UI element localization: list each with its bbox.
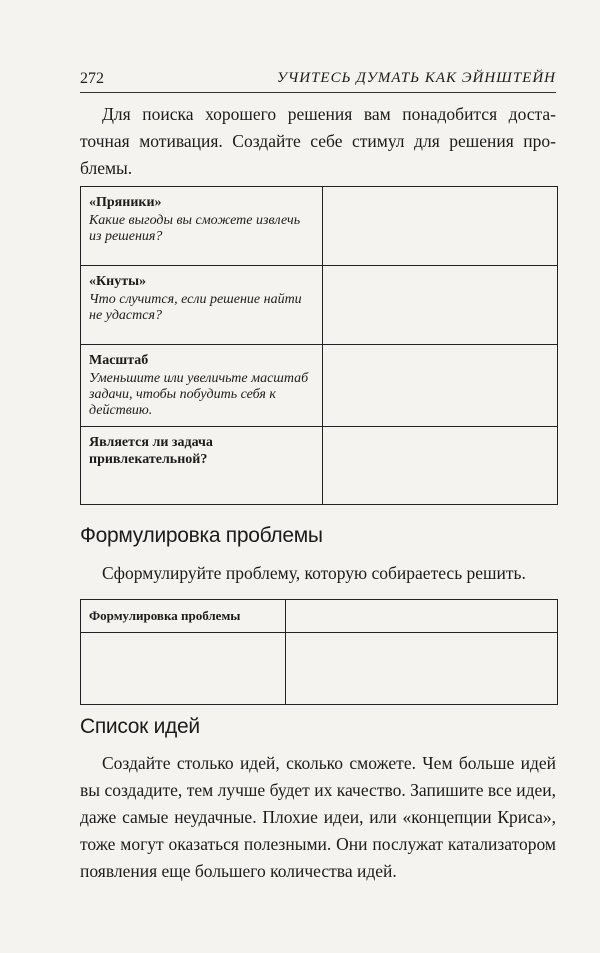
- intro-paragraph: Для поиска хорошего решения вам понадобится достаточная мотивация. Создайте себе стимул для решения проблемы.: [80, 104, 556, 178]
- page-number: 272: [80, 70, 104, 87]
- motivation-cell-prompt: [81, 345, 323, 427]
- ideas-paragraph: Создайте столько идей, сколько сможете. Чем больше идей вы создадите, тем лучше будет их качество. Запишите все идеи, даже самые неудачные. Плохие идеи, или «концепции Криса», тоже могут оказаться полезными. Они послужат катализатором появления еще большего количества идей.: [80, 753, 556, 881]
- motivation-cell-prompt: [81, 427, 323, 505]
- motivation-answer-cell[interactable]: [323, 187, 558, 266]
- problem-table-body-row: [81, 633, 558, 705]
- motivation-answer-cell[interactable]: [323, 266, 558, 345]
- problem-table-header-value[interactable]: [286, 600, 558, 633]
- motivation-row-scale: [81, 345, 558, 427]
- motivation-label: Масштаб: [89, 353, 149, 368]
- problem-input-right[interactable]: [286, 633, 558, 705]
- motivation-table: [80, 186, 558, 505]
- problem-input-left[interactable]: [81, 633, 286, 705]
- motivation-answer-cell[interactable]: [323, 427, 558, 505]
- motivation-row-attractive: [81, 427, 558, 505]
- motivation-question: Что случится, если решение найти не удастся?: [89, 292, 302, 323]
- motivation-label: «Кнуты»: [89, 274, 147, 289]
- motivation-question: Какие выгоды вы сможете извлечь из решения?: [89, 213, 301, 244]
- motivation-answer-cell[interactable]: [323, 345, 558, 427]
- problem-table-header-row: [81, 600, 558, 633]
- problem-instruction: Сформулируйте проблему, которую собираетесь решить.: [102, 563, 526, 583]
- section-heading-problem-formulation: Формулировка проблемы: [80, 524, 323, 547]
- motivation-question: Уменьшите или увеличьте масштаб задачи, чтобы побудить себя к действию.: [89, 371, 309, 418]
- motivation-cell-prompt: [81, 266, 323, 345]
- header-rule: [80, 92, 556, 93]
- motivation-row-sticks: [81, 266, 558, 345]
- motivation-cell-prompt: [81, 187, 323, 266]
- section-heading-idea-list: Список идей: [80, 715, 200, 738]
- running-title: УЧИТЕСЬ ДУМАТЬ КАК ЭЙНШТЕЙН: [276, 70, 556, 86]
- problem-table-header: Формулировка проблемы: [81, 600, 286, 633]
- motivation-row-carrots: [81, 187, 558, 266]
- motivation-label: Является ли задача привлекательной?: [89, 435, 213, 467]
- motivation-label: «Пряники»: [89, 195, 162, 210]
- problem-table: [80, 599, 558, 705]
